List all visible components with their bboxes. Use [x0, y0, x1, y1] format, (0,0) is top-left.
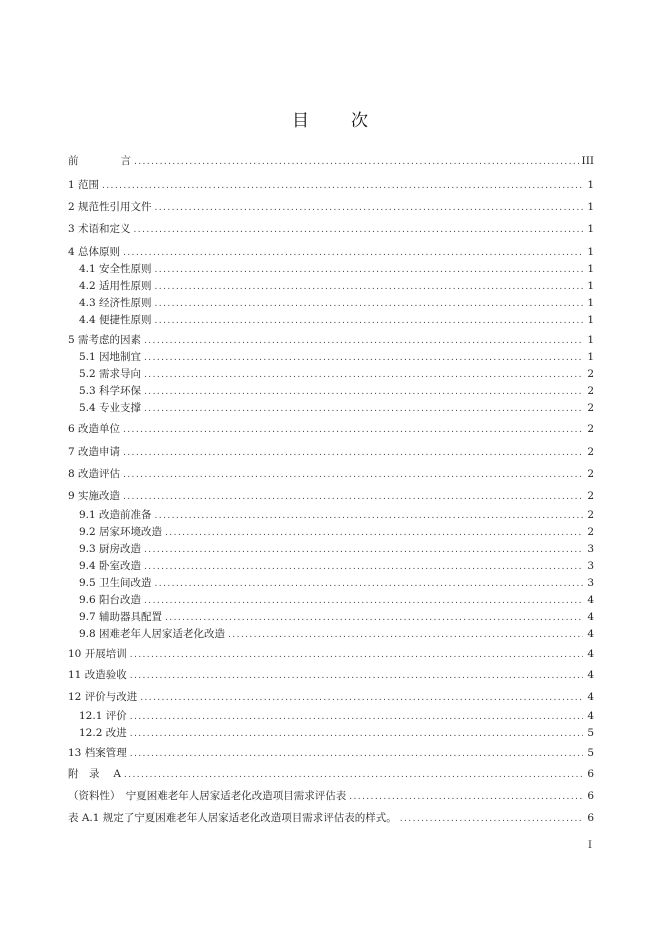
toc-entry[interactable]: [68, 646, 594, 662]
toc-entry-label: （资料性） 宁夏困难老年人居家适老化改造项目需求评估表: [68, 790, 347, 802]
toc-leader-dots: [140, 691, 583, 705]
toc-entry-label: 4.4 便捷性原则: [79, 314, 152, 326]
toc-entry[interactable]: [68, 667, 594, 683]
toc-leader-dots: [123, 468, 583, 482]
toc-entry[interactable]: [68, 349, 594, 365]
toc-entry-page-number: 4: [587, 611, 594, 623]
toc-entry-label: 表 A.1 规定了宁夏困难老年人居家适老化改造项目需求评估表的样式。: [68, 812, 397, 824]
toc-entry-page-number: 1: [587, 263, 594, 275]
toc-entry-page-number: 1: [587, 201, 594, 213]
toc-entry-label: 3 术语和定义: [68, 223, 131, 235]
toc-entry-page-number: 2: [587, 468, 594, 480]
toc-entry-page-number: 4: [587, 648, 594, 660]
toc-leader-dots: [155, 314, 583, 328]
toc-entry-label: 5.1 因地制宜: [79, 351, 142, 363]
toc-leader-dots: [155, 280, 583, 294]
toc-entry-label: 12 评价与改进: [68, 691, 138, 703]
toc-entry-label: 9.6 阳台改造: [79, 594, 142, 606]
toc-entry-label: 13 档案管理: [68, 747, 127, 759]
toc-entry-label: 5.4 专业支撑: [79, 402, 142, 414]
toc-leader-dots: [155, 201, 583, 215]
toc-leader-dots: [134, 223, 583, 237]
toc-entry-label: 9.2 居家环境改造: [79, 526, 163, 538]
footer-page-number: I: [588, 840, 592, 851]
toc-leader-dots: [144, 543, 583, 557]
toc-entry[interactable]: [68, 295, 594, 311]
toc-entry-page-number: 2: [587, 423, 594, 435]
toc-entry-page-number: 1: [587, 223, 594, 235]
toc-entry-label: 5 需考虑的因素: [68, 334, 142, 346]
toc-entry[interactable]: [68, 400, 594, 416]
toc-entry-label: 12.2 改进: [79, 727, 127, 739]
toc-entry-page-number: 4: [587, 710, 594, 722]
toc-entry-label: 9.1 改造前准备: [79, 509, 152, 521]
toc-leader-dots: [144, 334, 583, 348]
toc-entry-page-number: 2: [587, 385, 594, 397]
toc-leader-dots: [123, 423, 583, 437]
toc-leader-dots: [155, 577, 583, 591]
toc-entry-page-number: 1: [587, 351, 594, 363]
page-title: [0, 106, 662, 131]
toc-entry[interactable]: [68, 575, 594, 591]
toc-entry-page-number: 1: [587, 297, 594, 309]
toc-entry-label: 5.2 需求导向: [79, 368, 142, 380]
toc-entry-label: 11 改造验收: [68, 669, 127, 681]
toc-entry-page-number: 6: [587, 812, 594, 824]
toc-leader-dots: [155, 509, 583, 523]
toc-entry[interactable]: [68, 366, 594, 382]
toc-leader-dots: [144, 368, 583, 382]
toc-entry-label: 9.7 辅助器具配置: [79, 611, 163, 623]
toc-entry-page-number: 5: [587, 727, 594, 739]
toc-leader-dots: [144, 385, 583, 399]
toc-entry-page-number: 5: [587, 747, 594, 759]
title-char-2: 次: [351, 111, 370, 131]
toc-entry-label: 4.2 适用性原则: [79, 280, 152, 292]
toc-entry[interactable]: [68, 689, 594, 705]
toc-leader-dots: [144, 560, 583, 574]
toc-leader-dots: [130, 669, 583, 683]
toc-entry-page-number: 2: [587, 490, 594, 502]
toc-entry[interactable]: [68, 558, 594, 574]
title-char-1: 目: [292, 111, 311, 131]
toc-entry[interactable]: [68, 488, 594, 504]
toc-entry-page-number: 1: [587, 280, 594, 292]
toc-entry[interactable]: [68, 810, 594, 826]
toc-entry-page-number: 3: [587, 577, 594, 589]
toc-entry-page-number: 4: [587, 628, 594, 640]
toc-entry-label: 附 录 A: [68, 768, 121, 780]
toc-leader-dots: [228, 628, 583, 642]
toc-leader-dots: [349, 790, 583, 804]
toc-entry[interactable]: [68, 466, 594, 482]
toc-leader-dots: [155, 297, 583, 311]
toc-entry-label: 4.1 安全性原则: [79, 263, 152, 275]
toc-entry[interactable]: [68, 261, 594, 277]
toc-entry-label: 6 改造单位: [68, 423, 121, 435]
toc-entry[interactable]: [68, 221, 594, 237]
toc-entry[interactable]: [68, 444, 594, 460]
toc-leader-dots: [123, 490, 583, 504]
toc-entry-page-number: 4: [587, 669, 594, 681]
toc-entry-page-number: 1: [587, 314, 594, 326]
toc-leader-dots: [124, 768, 583, 782]
toc-entry-page-number: 3: [587, 560, 594, 572]
toc-entry-page-number: III: [581, 155, 594, 167]
toc-leader-dots: [123, 246, 583, 260]
toc-entry-page-number: 2: [587, 509, 594, 521]
toc-entry[interactable]: [68, 421, 594, 437]
toc-entry[interactable]: [68, 383, 594, 399]
toc-entry[interactable]: [68, 177, 594, 193]
toc-entry[interactable]: [68, 244, 594, 260]
toc-entry-label: 4 总体原则: [68, 246, 121, 258]
toc-entry[interactable]: [68, 541, 594, 557]
toc-leader-dots: [134, 155, 579, 169]
toc-entry[interactable]: [68, 626, 594, 642]
toc-leader-dots: [130, 710, 583, 724]
toc-entry-label: 4.3 经济性原则: [79, 297, 152, 309]
toc-entry-page-number: 3: [587, 543, 594, 555]
toc-entry[interactable]: [68, 725, 594, 741]
toc-entry-page-number: 4: [587, 594, 594, 606]
toc-entry[interactable]: [68, 507, 594, 523]
toc-entry[interactable]: [68, 199, 594, 215]
toc-leader-dots: [144, 351, 583, 365]
toc-leader-dots: [165, 611, 583, 625]
toc-leader-dots: [400, 812, 583, 826]
toc-entry-label: 10 开展培训: [68, 648, 127, 660]
toc-entry[interactable]: [68, 609, 594, 625]
toc-leader-dots: [144, 402, 583, 416]
toc-entry-page-number: 1: [587, 246, 594, 258]
toc-leader-dots: [123, 446, 583, 460]
toc-entry[interactable]: [68, 745, 594, 761]
toc-leader-dots: [130, 727, 583, 741]
toc-entry[interactable]: [68, 332, 594, 348]
toc-entry[interactable]: [68, 788, 594, 804]
toc-entry-label: 9.5 卫生间改造: [79, 577, 152, 589]
toc-entry-label: 2 规范性引用文件: [68, 201, 152, 213]
toc-entry-label: 8 改造评估: [68, 468, 121, 480]
toc-entry-label: 12.1 评价: [79, 710, 127, 722]
toc-entry[interactable]: [68, 153, 594, 169]
toc-leader-dots: [102, 179, 583, 193]
toc-entry-label: 9.4 卧室改造: [79, 560, 142, 572]
toc-entry-label: 9.3 厨房改造: [79, 543, 142, 555]
toc-entry[interactable]: [68, 766, 594, 782]
toc-entry-page-number: 2: [587, 368, 594, 380]
toc-leader-dots: [155, 263, 583, 277]
toc-entry-page-number: 2: [587, 446, 594, 458]
toc-entry-page-number: 4: [587, 691, 594, 703]
toc-entry-label: 9 实施改造: [68, 490, 121, 502]
toc-entry-label: 前 言: [68, 155, 131, 167]
toc-entry[interactable]: [68, 278, 594, 294]
toc-entry-page-number: 1: [587, 179, 594, 191]
toc-entry-page-number: 2: [587, 402, 594, 414]
toc-leader-dots: [130, 648, 583, 662]
toc-entry[interactable]: [68, 312, 594, 328]
toc-entry-label: 5.3 科学环保: [79, 385, 142, 397]
toc-entry-label: 7 改造申请: [68, 446, 121, 458]
toc-entry-page-number: 1: [587, 334, 594, 346]
toc-entry-label: 1 范围: [68, 179, 100, 191]
toc-entry-page-number: 6: [587, 790, 594, 802]
toc-leader-dots: [144, 594, 583, 608]
toc-entry[interactable]: [68, 524, 594, 540]
toc-entry[interactable]: [68, 592, 594, 608]
toc-leader-dots: [130, 747, 583, 761]
toc-entry-page-number: 6: [587, 768, 594, 780]
toc-entry[interactable]: [68, 708, 594, 724]
toc-entry-label: 9.8 困难老年人居家适老化改造: [79, 628, 226, 640]
toc-leader-dots: [165, 526, 583, 540]
toc-entry-page-number: 2: [587, 526, 594, 538]
